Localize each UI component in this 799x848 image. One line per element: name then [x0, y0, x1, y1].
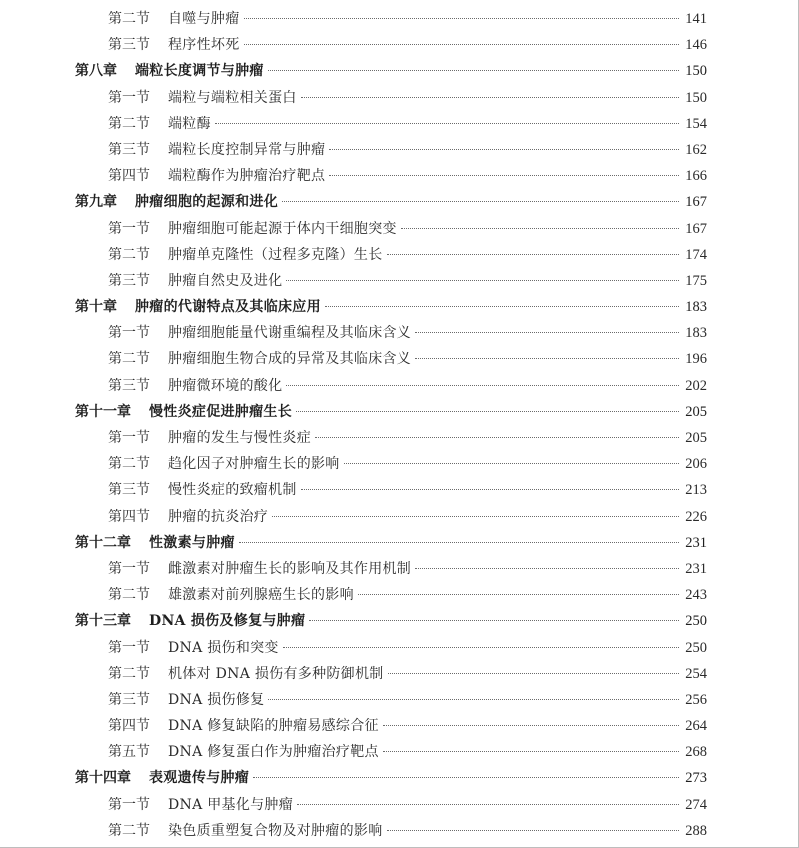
page-number: 150 [685, 89, 707, 106]
chapter-number: 第八章 [75, 63, 117, 80]
toc-section-entry[interactable] [0, 137, 799, 163]
section-title: 肿瘤自然史及进化 [168, 272, 283, 289]
toc-chapter-entry[interactable] [0, 608, 799, 634]
dot-leader [329, 149, 679, 150]
section-title: 肿瘤微环境的酸化 [168, 377, 283, 394]
dot-leader [286, 385, 679, 386]
page-number: 264 [685, 718, 707, 735]
dot-leader [415, 358, 679, 359]
section-title: DNA 甲基化与肿瘤 [168, 796, 294, 813]
toc-section-entry[interactable] [0, 713, 799, 739]
chapter-number: 第九章 [75, 194, 117, 211]
dot-leader [315, 437, 679, 438]
toc-section-entry[interactable] [0, 451, 799, 477]
dot-leader [383, 751, 679, 752]
chapter-number: 第十二章 [75, 534, 131, 551]
toc-section-entry[interactable] [0, 739, 799, 765]
page-number: 288 [685, 822, 707, 839]
dot-leader [301, 489, 679, 490]
section-number: 第二节 [108, 587, 150, 604]
section-number: 第一节 [108, 430, 150, 446]
dot-leader [296, 411, 679, 412]
dot-leader [283, 647, 679, 648]
toc-section-entry[interactable] [0, 687, 799, 713]
page-number: 206 [685, 456, 707, 473]
toc-section-entry[interactable] [0, 792, 799, 818]
section-title: 自噬与肿瘤 [168, 11, 240, 27]
section-number: 第四节 [108, 718, 150, 735]
toc-section-entry[interactable] [0, 85, 799, 111]
toc-section-entry[interactable] [0, 582, 799, 608]
section-number: 第二节 [108, 246, 150, 263]
chapter-title: 性激素与肿瘤 [149, 534, 235, 551]
chapter-number: 第十四章 [75, 770, 131, 787]
section-title: 肿瘤细胞能量代谢重编程及其临床含义 [168, 325, 412, 342]
dot-leader [244, 44, 680, 45]
toc-section-entry[interactable] [0, 425, 799, 451]
section-number: 第一节 [108, 560, 150, 577]
section-title: 染色质重塑复合物及对肿瘤的影响 [168, 822, 383, 839]
toc-chapter-entry[interactable] [0, 530, 799, 556]
table-of-contents [0, 6, 799, 844]
dot-leader [286, 280, 679, 281]
toc-section-entry[interactable] [0, 661, 799, 687]
page-number: 175 [685, 272, 707, 289]
section-title: 肿瘤单克隆性（过程多克隆）生长 [168, 246, 383, 263]
page-number: 154 [685, 115, 707, 132]
section-title: 肿瘤细胞可能起源于体内干细胞突变 [168, 220, 397, 237]
dot-leader [239, 542, 679, 543]
section-title: 机体对 DNA 损伤有多种防御机制 [168, 665, 384, 682]
toc-section-entry[interactable] [0, 320, 799, 346]
section-number: 第三节 [108, 377, 150, 394]
dot-leader [415, 568, 679, 569]
chapter-number: 第十章 [75, 299, 117, 316]
section-number: 第二节 [108, 115, 150, 132]
dot-leader [383, 725, 679, 726]
page-number: 183 [685, 299, 707, 316]
section-number: 第二节 [108, 11, 150, 27]
section-title: 端粒酶 [168, 115, 211, 132]
dot-leader [268, 699, 679, 700]
page-number: 268 [685, 744, 707, 761]
section-number: 第一节 [108, 220, 150, 237]
dot-leader [358, 594, 679, 595]
section-number: 第二节 [108, 351, 150, 368]
toc-chapter-entry[interactable] [0, 189, 799, 215]
toc-chapter-entry[interactable] [0, 399, 799, 425]
dot-leader [268, 70, 679, 71]
page-number: 150 [685, 63, 707, 80]
dot-leader [215, 123, 679, 124]
dot-leader [388, 673, 679, 674]
toc-section-entry[interactable] [0, 111, 799, 137]
page-number: 254 [685, 665, 707, 682]
section-title: 趋化因子对肿瘤生长的影响 [168, 456, 340, 473]
section-number: 第三节 [108, 37, 150, 54]
dot-leader [244, 18, 680, 19]
dot-leader [301, 97, 679, 98]
toc-section-entry[interactable] [0, 268, 799, 294]
section-title: 雌激素对肿瘤生长的影响及其作用机制 [168, 560, 412, 577]
section-number: 第二节 [108, 822, 150, 839]
toc-section-entry[interactable] [0, 373, 799, 399]
dot-leader [309, 620, 679, 621]
section-title: 肿瘤的发生与慢性炎症 [168, 430, 311, 446]
page-number: 274 [685, 796, 707, 813]
dot-leader [282, 201, 679, 202]
toc-section-entry[interactable] [0, 477, 799, 503]
page-number: 231 [685, 534, 707, 551]
section-number: 第三节 [108, 141, 150, 158]
dot-leader [415, 332, 679, 333]
page-number: 141 [685, 11, 707, 27]
section-title: DNA 修复蛋白作为肿瘤治疗靶点 [168, 744, 379, 761]
toc-section-entry[interactable] [0, 818, 799, 844]
page-number: 202 [685, 377, 707, 394]
page-number: 174 [685, 246, 707, 263]
toc-section-entry[interactable] [0, 556, 799, 582]
chapter-title: 表观遗传与肿瘤 [149, 770, 250, 787]
toc-chapter-entry[interactable] [0, 765, 799, 791]
dot-leader [401, 228, 679, 229]
dot-leader [329, 175, 679, 176]
page-number: 196 [685, 351, 707, 368]
section-title: DNA 损伤和突变 [168, 639, 279, 656]
dot-leader [387, 830, 680, 831]
page-number: 205 [685, 430, 707, 446]
dot-leader [272, 516, 679, 517]
section-number: 第一节 [108, 796, 150, 813]
page-number: 183 [685, 325, 707, 342]
dot-leader [253, 777, 679, 778]
section-number: 第一节 [108, 325, 150, 342]
section-number: 第三节 [108, 482, 150, 499]
page-number: 243 [685, 587, 707, 604]
chapter-title: 端粒长度调节与肿瘤 [135, 63, 264, 80]
toc-section-entry[interactable] [0, 6, 799, 32]
toc-chapter-entry[interactable] [0, 294, 799, 320]
section-title: 慢性炎症的致瘤机制 [168, 482, 297, 499]
chapter-number: 第十一章 [75, 403, 131, 420]
section-title: 程序性坏死 [168, 37, 240, 54]
page-number: 167 [685, 220, 707, 237]
section-number: 第四节 [108, 508, 150, 525]
chapter-title: 慢性炎症促进肿瘤生长 [149, 403, 292, 420]
section-title: DNA 损伤修复 [168, 691, 265, 708]
page-number: 250 [685, 613, 707, 630]
page-number: 205 [685, 403, 707, 420]
page-number: 146 [685, 37, 707, 54]
page-number: 250 [685, 639, 707, 656]
dot-leader [344, 463, 679, 464]
chapter-title: DNA 损伤及修复与肿瘤 [149, 613, 306, 630]
page-number: 213 [685, 482, 707, 499]
toc-section-entry[interactable] [0, 242, 799, 268]
page-number: 256 [685, 691, 707, 708]
section-title: 端粒长度控制异常与肿瘤 [168, 141, 326, 158]
chapter-number: 第十三章 [75, 613, 131, 630]
toc-section-entry[interactable] [0, 346, 799, 372]
chapter-title: 肿瘤细胞的起源和进化 [135, 194, 278, 211]
page-number: 162 [685, 141, 707, 158]
dot-leader [325, 306, 679, 307]
dot-leader [297, 804, 679, 805]
section-title: 端粒酶作为肿瘤治疗靶点 [168, 168, 326, 185]
section-title: DNA 修复缺陷的肿瘤易感综合征 [168, 718, 379, 735]
chapter-title: 肿瘤的代谢特点及其临床应用 [135, 299, 321, 316]
section-number: 第五节 [108, 744, 150, 761]
page-number: 231 [685, 560, 707, 577]
section-number: 第一节 [108, 89, 150, 106]
toc-section-entry[interactable] [0, 635, 799, 661]
page-number: 166 [685, 168, 707, 185]
section-number: 第二节 [108, 456, 150, 473]
section-number: 第三节 [108, 272, 150, 289]
section-title: 肿瘤细胞生物合成的异常及其临床含义 [168, 351, 412, 368]
section-number: 第四节 [108, 168, 150, 185]
section-title: 端粒与端粒相关蛋白 [168, 89, 297, 106]
toc-section-entry[interactable] [0, 32, 799, 58]
toc-section-entry[interactable] [0, 216, 799, 242]
page-number: 273 [685, 770, 707, 787]
toc-section-entry[interactable] [0, 163, 799, 189]
section-number: 第三节 [108, 691, 150, 708]
section-number: 第二节 [108, 665, 150, 682]
page-number: 226 [685, 508, 707, 525]
dot-leader [387, 254, 680, 255]
section-title: 雄激素对前列腺癌生长的影响 [168, 587, 354, 604]
section-number: 第一节 [108, 639, 150, 656]
section-title: 肿瘤的抗炎治疗 [168, 508, 269, 525]
toc-section-entry[interactable] [0, 504, 799, 530]
toc-chapter-entry[interactable] [0, 58, 799, 84]
page-number: 167 [685, 194, 707, 211]
